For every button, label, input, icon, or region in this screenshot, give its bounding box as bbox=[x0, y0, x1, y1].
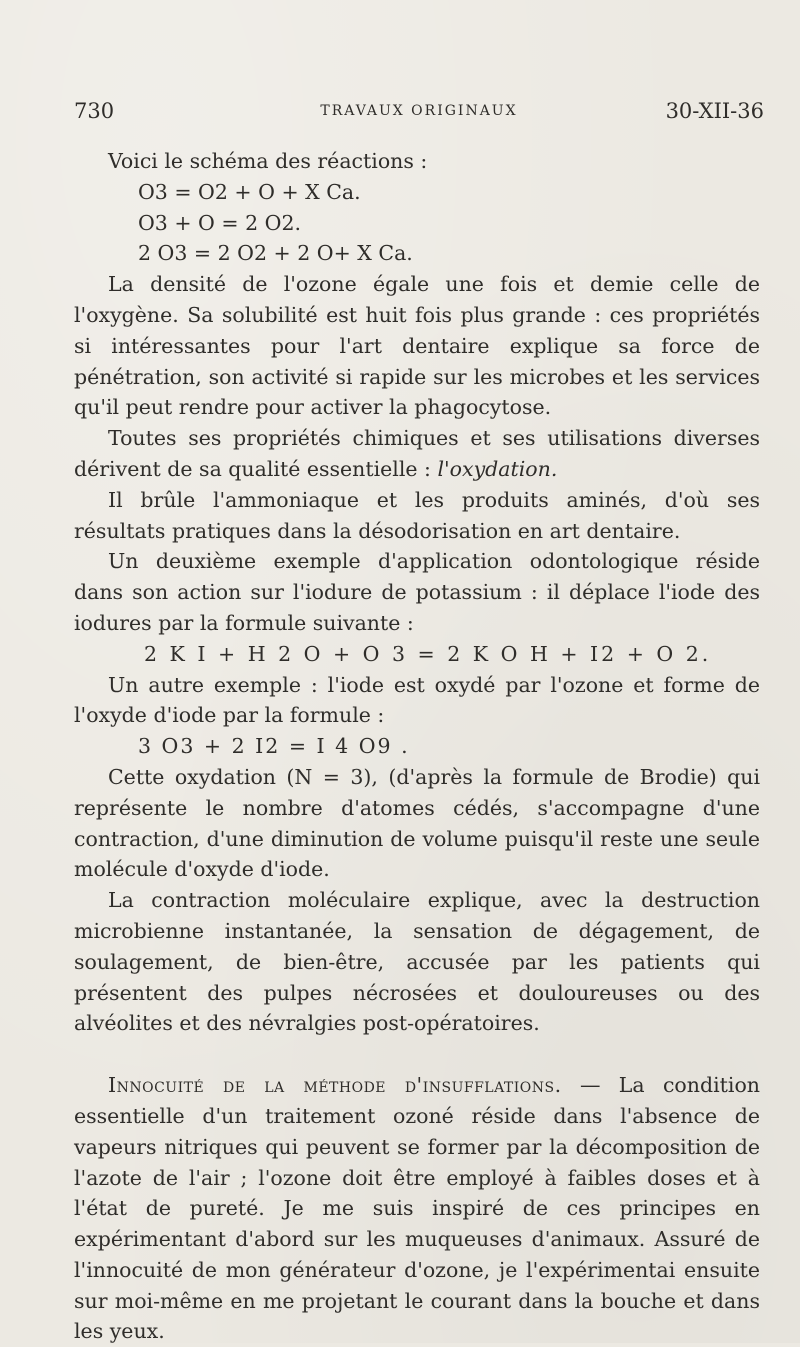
paragraph-second-example: Un deuxième exemple d'application odontologique réside dans son action sur l'iodure de potassium : il déplace l'iode des iodures par la formule suivante : bbox=[74, 549, 760, 635]
paragraph-ammonia: Il brûle l'ammoniaque et les produits aminés, d'où ses résultats pratiques dans la désodorisation en art dentaire. bbox=[74, 487, 760, 543]
paragraph-properties-text: Toutes ses propriétés chimiques et ses utilisations diverses dérivent de sa qualité essentielle : bbox=[74, 426, 760, 481]
section-gap bbox=[74, 1039, 760, 1070]
section-body: — La condition essentielle d'un traitement ozoné réside dans l'absence de vapeurs nitriques qui peuvent se former par la décomposition de l'azote de l'air ; l'ozone doit être employé à faibles doses et à l'état de pureté. Je me suis inspiré de ces principes en expérimentant d'abord sur les muqueuses d'animaux. Assuré de l'innocuité de mon générateur d'ozone, je l'expérimentai ensuite sur moi-même en me projetant le courant dans la bouche et dans les yeux. bbox=[74, 1073, 760, 1344]
formula-iodine: 3 O3 + 2 I2 = I 4 O9 . bbox=[138, 734, 410, 759]
reaction-2: O3 + O = 2 O2. bbox=[138, 210, 301, 235]
reaction-3: 2 O3 = 2 O2 + 2 O+ X Ca. bbox=[138, 241, 413, 266]
running-title: TRAVAUX ORIGINAUX bbox=[320, 103, 518, 119]
paragraph-contraction: La contraction moléculaire explique, avec la destruction microbienne instantanée, la sensation de dégagement, de soulagement, de bien-être, accusée par les patients qui présentent des pulpes nécrosées et douloureuses ou des alvéolites et des névralgies post-opératoires. bbox=[74, 888, 760, 1036]
paragraph-density: La densité de l'ozone égale une fois et demie celle de l'oxygène. Sa solubilité est huit fois plus grande : ces propriétés si intéressantes pour l'art dentaire explique sa force de pénétration, son activité si rapide sur les microbes et les services qu'il peut rendre pour activer la phagocytose. bbox=[74, 272, 760, 420]
page-header bbox=[74, 99, 764, 129]
page-body bbox=[74, 146, 760, 1347]
reaction-1: O3 = O2 + O + X Ca. bbox=[138, 179, 361, 204]
paragraph-oxidation: Cette oxydation (N = 3), (d'après la formule de Brodie) qui représente le nombre d'atomes cédés, s'accompagne d'une contraction, d'une diminution de volume puisqu'il reste une seule molécule d'oxyde d'iode. bbox=[74, 764, 760, 882]
issue-date: 30-XII-36 bbox=[665, 99, 764, 123]
formula-iodide: 2 K I + H 2 O + O 3 = 2 K O H + I2 + O 2. bbox=[144, 641, 712, 666]
section-heading: Innocuité de la méthode d'insufflations. bbox=[108, 1073, 562, 1098]
intro-line: Voici le schéma des réactions : bbox=[108, 149, 428, 173]
paragraph-properties-emphasis: l'oxydation. bbox=[437, 456, 558, 481]
page-number: 730 bbox=[74, 99, 115, 123]
paragraph-properties bbox=[74, 423, 760, 485]
paragraph-innocuity bbox=[74, 1070, 760, 1347]
paragraph-other-example: Un autre exemple : l'iode est oxydé par l'ozone et forme de l'oxyde d'iode par la formule : bbox=[74, 672, 760, 728]
